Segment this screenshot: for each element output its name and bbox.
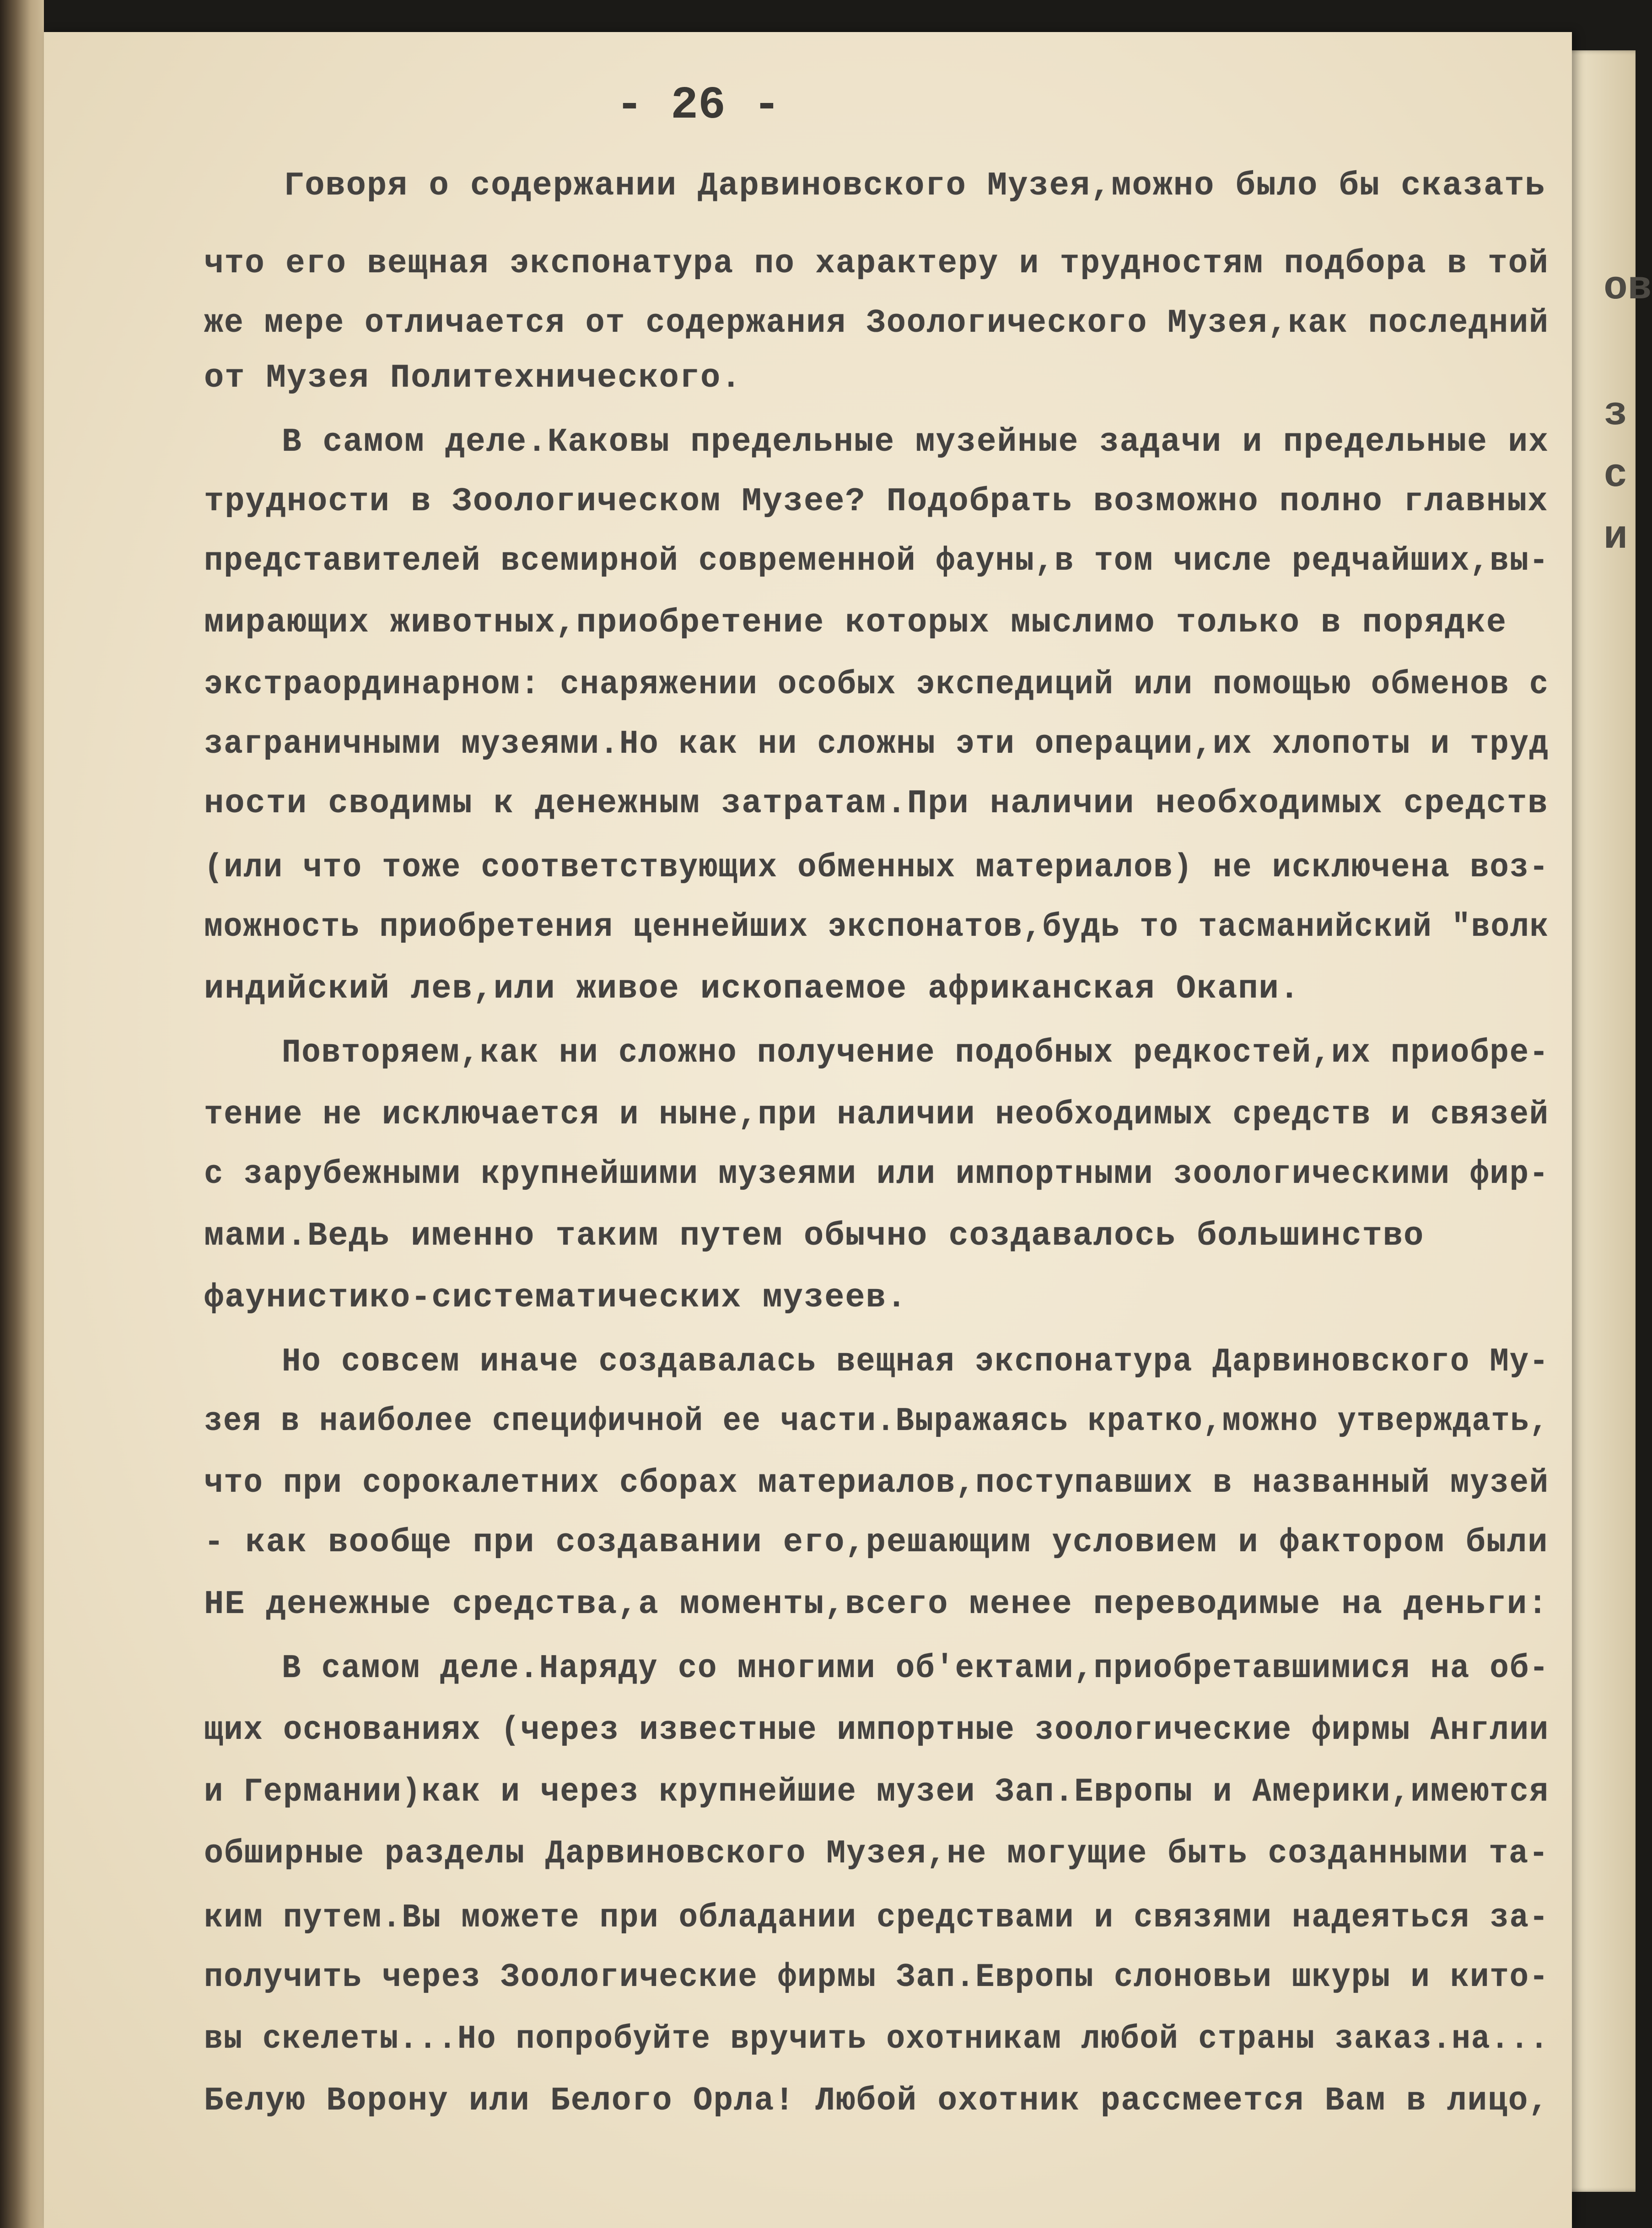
text-line: щих основаниях (через известные импортные зоологические фирмы Англии — [204, 1711, 1550, 1749]
text-line: В самом деле.Наряду со многими об'ектами,приобретавшимися на об- — [282, 1650, 1550, 1687]
typewritten-page — [44, 32, 1572, 2228]
text-line: Но совсем иначе создавалась вещная экспонатура Дарвиновского Му- — [282, 1343, 1550, 1381]
text-line: заграничными музеями.Но как ни сложны эти операции,их хлопоты и труд — [204, 725, 1550, 763]
text-line: Говоря о содержании Дарвиновского Музея,можно было бы сказать — [284, 167, 1546, 205]
text-line: ким путем.Вы можете при обладании средствами и связями надеяться за- — [204, 1899, 1550, 1937]
text-line: экстраординарном: снаряжении особых экспедиций или помощью обменов с — [204, 666, 1550, 703]
text-line: вы скелеты...Но попробуйте вручить охотникам любой страны заказ.на... — [204, 2020, 1550, 2058]
text-line: (или что тоже соответствующих обменных материалов) не исключена воз- — [204, 849, 1550, 886]
adjacent-page-fragment: з — [1604, 391, 1628, 437]
page-number: - 26 - — [616, 80, 781, 132]
text-line: В самом деле.Каковы предельные музейные задачи и предельные их — [282, 423, 1549, 461]
text-line: же мере отличается от содержания Зоологического Музея,как последний — [204, 304, 1549, 342]
text-line: НЕ денежные средства,а моменты,всего менее переводимые на деньги: — [204, 1586, 1549, 1623]
text-line: индийский лев,или живое ископаемое африканская Окапи. — [204, 970, 1300, 1008]
adjacent-page-fragment: с — [1604, 453, 1628, 498]
body-text — [44, 32, 1572, 2228]
text-line: мирающих животных,приобретение которых мыслимо только в порядке — [204, 604, 1507, 642]
adjacent-page-fragment: и — [1604, 515, 1628, 560]
text-line: с зарубежными крупнейшими музеями или импортными зоологическими фир- — [204, 1155, 1550, 1193]
text-line: фаунистико-систематических музеев. — [204, 1279, 908, 1316]
text-line: тение не исключается и ныне,при наличии необходимых средств и связей — [204, 1096, 1550, 1133]
text-line: и Германии)как и через крупнейшие музеи Зап.Европы и Америки,имеются — [204, 1773, 1550, 1811]
text-line: от Музея Политехнического. — [204, 359, 742, 397]
text-line: можность приобретения ценнейших экспонатов,будь то тасманийский "волк — [204, 908, 1550, 946]
text-line: ности сводимы к денежным затратам.При наличии необходимых средств — [204, 785, 1549, 822]
text-line: Повторяем,как ни сложно получение подобных редкостей,их приобре- — [282, 1034, 1550, 1072]
adjacent-page-fragment: ов — [1604, 265, 1652, 311]
text-line: что его вещная экспонатура по характеру и трудностям подбора в той — [204, 245, 1549, 282]
text-line: Белую Ворону или Белого Орла! Любой охотник рассмеется Вам в лицо, — [204, 2082, 1549, 2120]
text-line: трудности в Зоологическом Музее? Подобрать возможно полно главных — [204, 483, 1549, 520]
text-line: представителей всемирной современной фауны,в том числе редчайших,вы- — [204, 542, 1550, 580]
text-line: обширные разделы Дарвиновского Музея,не могущие быть созданными та- — [204, 1835, 1549, 1872]
text-line: зея в наиболее специфичной ее части.Выражаясь кратко,можно утверждать, — [204, 1403, 1549, 1440]
left-page-edge — [0, 0, 44, 2228]
text-line: мами.Ведь именно таким путем обычно создавалось большинство — [204, 1217, 1425, 1255]
text-line: - как вообще при создавании его,решающим условием и фактором были — [204, 1524, 1549, 1561]
text-line: что при сорокалетних сборах материалов,поступавших в названный музей — [204, 1464, 1550, 1502]
text-line: получить через Зоологические фирмы Зап.Европы слоновьи шкуры и кито- — [204, 1958, 1550, 1996]
